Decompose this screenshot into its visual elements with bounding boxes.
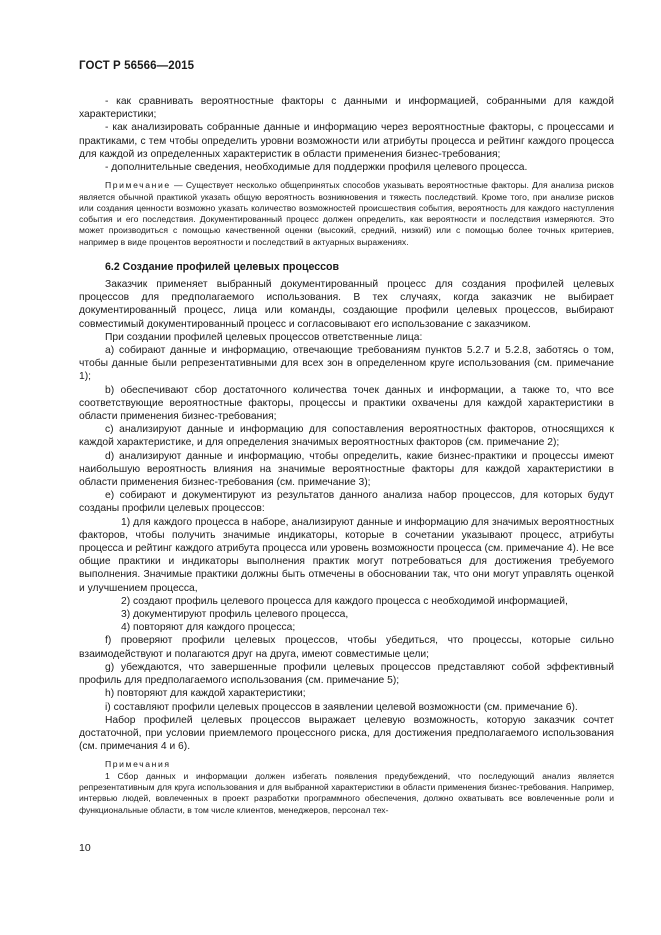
intro-item: - дополнительные сведения, необходимые для поддержки профиля целевого процесса. [105,162,528,174]
note-label: Примечание [105,180,171,191]
intro-item: - как сравнивать вероятностные факторы с данными и информацией, собранными для каждой характеристики; [79,96,614,121]
list-item: f) проверяют профили целевых процессов, чтобы убедиться, что процессы, которые сильно взаимодействуют и полагаются друг на друга, имеют совместимые цели; [79,635,614,660]
list-item: e) собирают и документируют из результатов данного анализа набор процессов, для которых будут созданы профили целевых процессов: [79,490,614,515]
list-item: g) убеждаются, что завершенные профили целевых процессов представляют собой эффективный профиль для предполагаемого использования (см. примечание 5); [79,661,614,687]
section-paragraph: Заказчик применяет выбранный документированный процесс для создания профилей целевых процессов для предполагаемого использования. В тех случаях, когда заказчик не выбирает документированный процесс, лица или команды, создающие профили целевых процессов, выбирают совместимый документированный процесс и согласовывают его использование с заказчиком. [79,279,614,330]
list-item: a) собирают данные и информацию, отвечающие требованиям пунктов 5.2.7 и 5.2.8, заботясь о том, чтобы данные были репрезентативными для всех зон в определенном круге использования (см. примечание 1); [79,345,614,383]
note-paragraph [79,180,614,248]
sub-list-item: 3) документируют профиль целевого процесса, [121,609,349,621]
intro-item: - как анализировать собранные данные и информацию через вероятностные факторы, с процессами и практиками, с тем чтобы определить уровни возможности или атрибуты процесса и рейтинг каждого процесса для каждой из определенных характеристик в области применения бизнес-требования; [79,122,614,160]
list-item: c) анализируют данные и информацию для сопоставления вероятностных факторов, относящихся к каждой характеристике, и для определения значимых вероятностных факторов (см. примечание 2); [79,424,614,449]
note-text: — Существует несколько общепринятых способов указывать вероятностные факторы. Для анализа рисков является обычной практикой указать общую вероятность возникновения и тяжесть последствий. Кроме того, при анализе рисков или создания ценности возможно указать количество возможностей происшествия события, вероятность для каждого наступления события и его последствия. Документированный процесс должен определить, как вероятности и последствия измеряются. Это может производиться с помощью качественной оценки (высокий, средний, низкий) или с помощью более точных критериев, например в виде процентов вероятности и последствий в актуарных выражениях. [79,180,614,247]
section-title: 6.2 Создание профилей целевых процессов [105,261,339,273]
sub-list-item: 1) для каждого процесса в наборе, анализируют данные и информацию для значимых вероятностных факторов, чтобы получить значимые индикаторы, которые в сочетании указывают процесс, атрибуты процесса и рейтинг каждого атрибута процесса или уровень возможности процесса (см. примечание 4). Не все общие практики и индикаторы выполнения практик могут потребоваться для достижения требуемого выполнения. Значимые практики должны быть отмечены в обосновании так, что они могут управлять оценкой и улучшением процесса, [79,516,614,594]
list-item: d) анализируют данные и информацию, чтобы определить, какие бизнес-практики и процессы имеют наибольшую вероятность влияния на значимые вероятностные факторы для каждой характеристики в области применения бизнес-требования (см. примечание 3); [79,450,614,489]
sub-list-item: 4) повторяют для каждого процесса; [121,622,296,634]
sub-list-item: 2) создают профиль целевого процесса для каждого процесса с необходимой информацией, [121,595,568,607]
note-item: 1 Сбор данных и информации должен избегать появления предубеждений, что последующий анализ является репрезентативным для круга использования и для выбранной характеристики в области применения бизнес-требования. Например, интервью людей, вовлеченных в проект разработки программного обеспечения, должно охватывать все вовлеченные роли и функциональные области, в том числе клиентов, менеджеров, персонал тех- [79,770,614,815]
list-item: b) обеспечивают сбор достаточного количества точек данных и информации, а также то, что все соответствующие вероятностные факторы, процессы и практики охвачены для каждой характеристики в области применения бизнес-требования; [79,384,614,423]
page-content [79,95,614,816]
notes-label: Примечания [105,759,171,770]
list-item: i) составляют профили целевых процессов в заявлении целевой возможности (см. примечание 6). [105,701,578,713]
closing-paragraph: Набор профилей целевых процессов выражает целевую возможность, которую заказчик сочтет достаточной, при условии приемлемого процессного риска, для достижения предполагаемого использования (см. примечания 4 и 6). [79,714,614,753]
list-item: h) повторяют для каждой характеристики; [105,688,306,700]
page-header: ГОСТ Р 56566—2015 [79,60,195,72]
page-number: 10 [79,842,91,854]
section-paragraph: При создании профилей целевых процессов ответственные лица: [105,331,423,343]
